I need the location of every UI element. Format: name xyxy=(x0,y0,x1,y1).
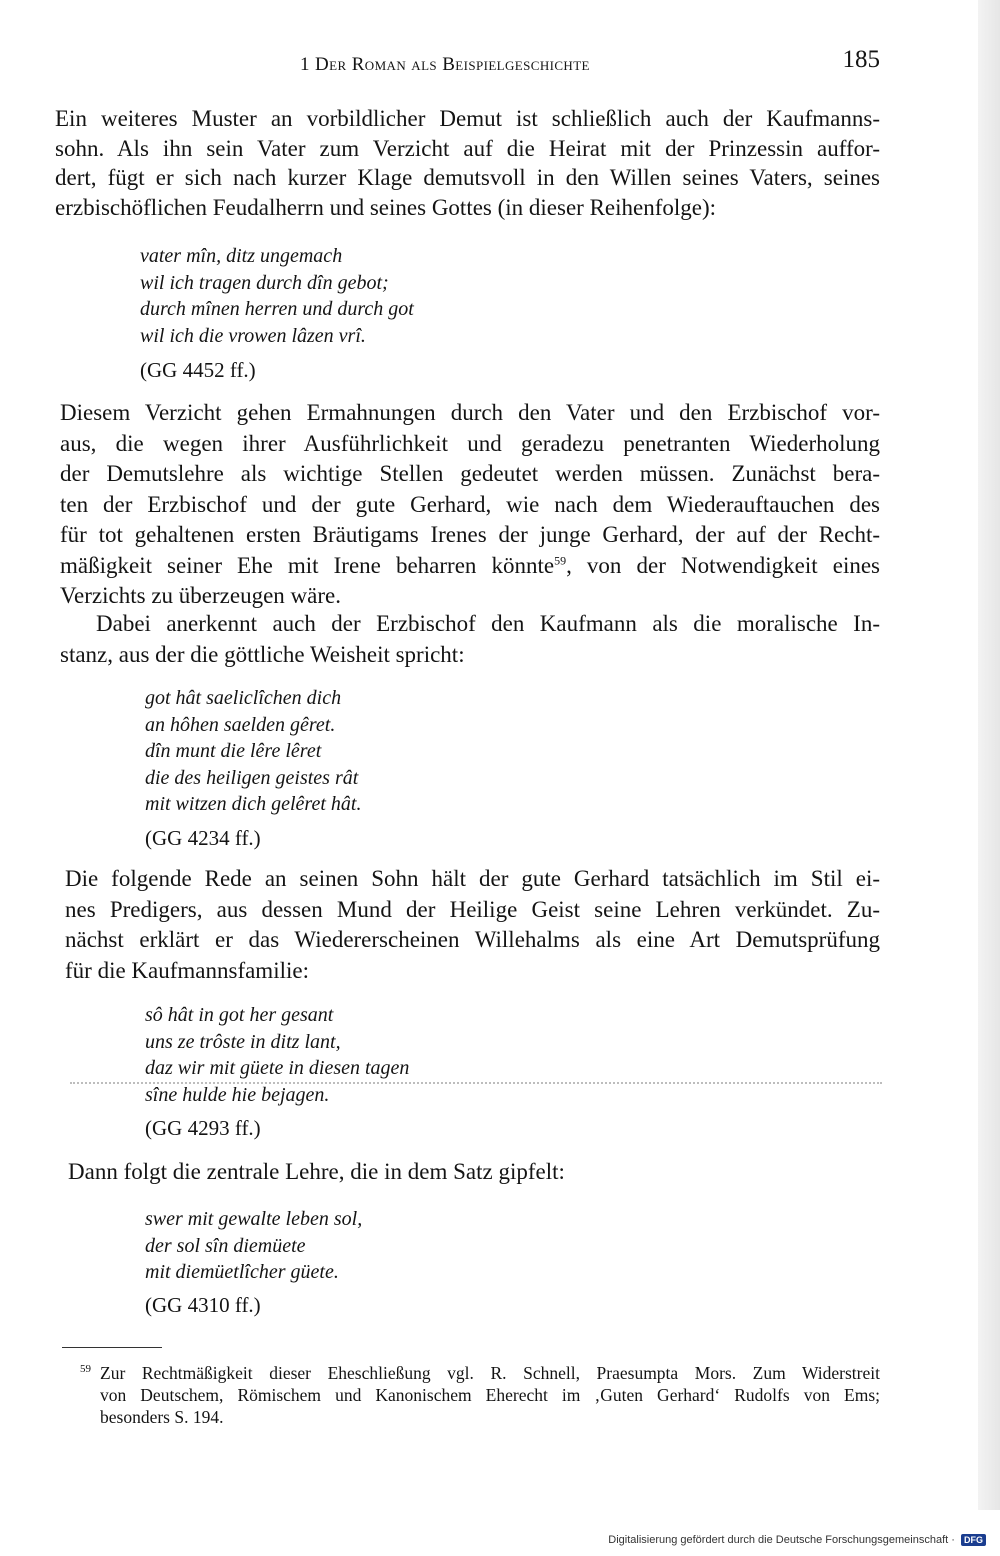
page-number: 185 xyxy=(842,46,880,73)
verse-line: an hôhen saelden gêret. xyxy=(145,713,336,736)
citation-reference: (GG 4452 ff.) xyxy=(140,358,256,382)
text-fragment: mäßigkeit seiner Ehe mit Irene beharren könnte xyxy=(60,552,555,578)
text-line-with-footnote xyxy=(60,551,880,582)
digitization-credit xyxy=(608,1534,986,1546)
footnote-line: von Deutschem, Römischem und Kanonischem Eherecht im ‚Guten Gerhard‘ Rudolfs von Ems; xyxy=(100,1385,880,1405)
text-line: dert, fügt er sich nach kurzer Klage demutsvoll in den Willen seines Vaters, seines xyxy=(55,165,880,191)
verse-line: der sol sîn diemüete xyxy=(145,1234,306,1257)
paragraph-1 xyxy=(55,104,880,222)
text-line: Die folgende Rede an seinen Sohn hält der gute Gerhard tatsächlich im Stil ei- xyxy=(65,866,880,891)
text-line: sohn. Als ihn sein Vater zum Verzicht auf die Heirat mit der Prinzessin auffor- xyxy=(55,135,880,161)
verse-quote-1 xyxy=(140,243,414,349)
text-line: Ein weiteres Muster an vorbildlicher Demut ist schließlich auch der Kaufmanns- xyxy=(55,106,880,131)
footnote-marker[interactable]: 59 xyxy=(554,552,567,567)
running-title: 1 Der Roman als Beispielgeschichte xyxy=(300,54,590,75)
verse-line: swer mit gewalte leben sol, xyxy=(145,1208,363,1230)
text-line: Verzichts zu überzeugen wäre. xyxy=(60,583,341,608)
paragraph-3 xyxy=(60,609,880,670)
footnote-line: Zur Rechtmäßigkeit dieser Eheschließung vgl. R. Schnell, Praesumpta Mors. Zum Widerstreit xyxy=(100,1363,880,1383)
verse-line: wil ich tragen durch dîn gebot; xyxy=(140,271,389,294)
verse-line: mit diemüetlîcher güete. xyxy=(145,1261,339,1283)
verse-line: sîne hulde hie bejagen. xyxy=(145,1083,330,1106)
citation-reference: (GG 4234 ff.) xyxy=(145,826,261,850)
verse-line: uns ze trôste in ditz lant, xyxy=(145,1030,341,1053)
verse-line: vater mîn, ditz ungemach xyxy=(140,245,343,267)
text-line: aus, die wegen ihrer Ausführlichkeit und geradezu penetranten Wiederholung xyxy=(60,430,880,456)
footnote-number: 59 xyxy=(80,1363,91,1375)
verse-quote-2 xyxy=(145,685,361,818)
verse-line: dîn munt die lêre lêret xyxy=(145,740,322,762)
verse-line: durch mînen herren und durch got xyxy=(140,298,414,320)
text-line: nächst erklärt er das Wiedererscheinen Willehalms als eine Art Demutsprüfung xyxy=(65,927,880,952)
paragraph-4 xyxy=(65,864,880,986)
verse-line: daz wir mit güete in diesen tagen xyxy=(145,1057,410,1079)
text-line: Diesem Verzicht gehen Ermahnungen durch den Vater und den Erzbischof vor- xyxy=(60,400,880,425)
scan-artifact-line xyxy=(70,1082,882,1084)
text-line: für tot gehaltenen ersten Bräutigams Irenes der junge Gerhard, der auf der Recht- xyxy=(60,522,880,547)
citation-reference: (GG 4293 ff.) xyxy=(145,1116,261,1140)
verse-line: mit witzen dich gelêret hât. xyxy=(145,793,362,815)
verse-quote-4 xyxy=(145,1206,362,1286)
verse-line: wil ich die vrowen lâzen vrî. xyxy=(140,324,366,347)
text-line: Dann folgt die zentrale Lehre, die in dem Satz gipfelt: xyxy=(68,1159,565,1184)
text-line: erzbischöflichen Feudalherrn und seines Gottes (in dieser Reihenfolge): xyxy=(55,194,717,220)
paragraph-5 xyxy=(68,1157,880,1187)
text-fragment: , von der Notwendigkeit eines xyxy=(566,552,880,578)
running-header xyxy=(60,46,880,80)
citation-reference: (GG 4310 ff.) xyxy=(145,1293,261,1317)
footnote-rule xyxy=(62,1347,162,1348)
verse-line: got hât saeliclîchen dich xyxy=(145,687,342,709)
verse-line: sô hât in got her gesant xyxy=(145,1004,334,1026)
verse-line: die des heiligen geistes rât xyxy=(145,766,359,789)
text-line: stanz, aus der die göttliche Weisheit spricht: xyxy=(60,641,465,667)
verse-quote-3 xyxy=(145,1002,409,1108)
text-line: nes Predigers, aus dessen Mund der Heilige Geist seine Lehren verkündet. Zu- xyxy=(65,896,880,922)
text-line: der Demutslehre als wichtige Stellen gedeutet werden müssen. Zunächst bera- xyxy=(60,461,880,486)
credit-text: Digitalisierung gefördert durch die Deutsche Forschungsgemeinschaft · xyxy=(608,1534,955,1546)
page-edge xyxy=(978,0,1000,1510)
dfg-logo: DFG xyxy=(961,1534,986,1546)
paragraph-2 xyxy=(60,398,880,612)
footnote-line: besonders S. 194. xyxy=(100,1407,224,1427)
text-line: Dabei anerkennt auch der Erzbischof den Kaufmann als die moralische In- xyxy=(96,611,880,636)
footnote xyxy=(80,1362,880,1428)
text-line: für die Kaufmannsfamilie: xyxy=(65,957,309,983)
text-line: ten der Erzbischof und der gute Gerhard, wie nach dem Wiederauftauchen des xyxy=(60,491,880,517)
